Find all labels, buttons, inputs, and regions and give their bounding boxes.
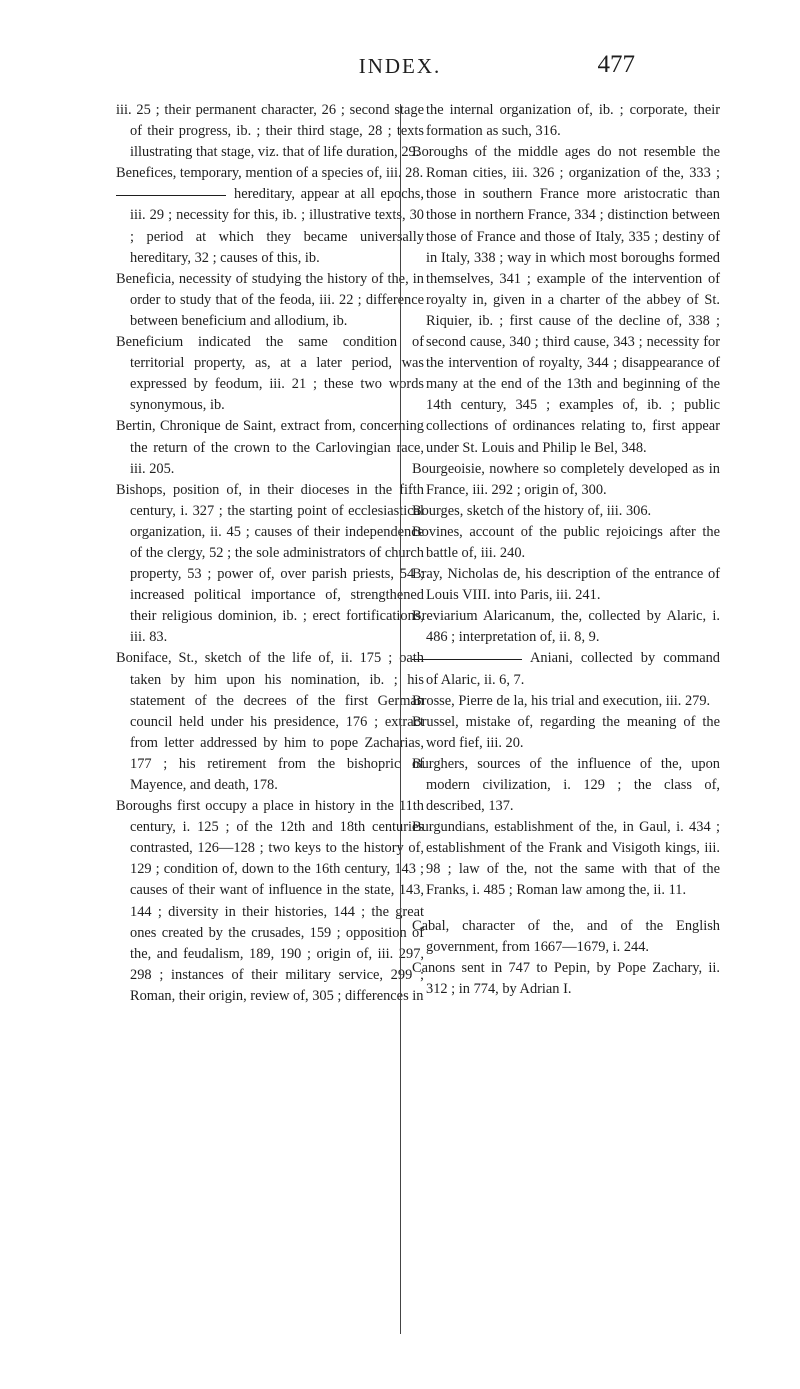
index-entry-text: Breviarium Alaricanum, the, collected by Alaric, i. 486 ; interpretation of, ii. 8, 9. xyxy=(412,608,720,646)
index-entry xyxy=(116,184,424,268)
index-entry-text: Benefices, temporary, mention of a species of, iii. 28. xyxy=(116,165,424,182)
index-entry-text: Brosse, Pierre de la, his trial and execution, iii. 279. xyxy=(412,692,711,709)
index-entry-text: hereditary, appear at all epochs, iii. 29 ; necessity for this, ib. ; illustrative texts, 30 ; period at which they became universally hereditary, 32 ; causes of this, ib. xyxy=(130,186,424,266)
index-entry-text: Bishops, position of, in their dioceses in the fifth century, i. 327 ; the starting point of ecclesiastical organization, ii. 45 ; causes of their independence of the clergy, 52 ; the sole administrators of church property, 53 ; power of, over parish priests, 54 ; increased political importance of, strengthened their religious dominion, ib. ; erect fortifications, iii. 83. xyxy=(116,481,424,646)
index-entry-text: Bovines, account of the public rejoicings after the battle of, iii. 240. xyxy=(412,523,720,561)
index-entry-text: Aniani, collected by command of Alaric, ii. 6, 7. xyxy=(426,650,720,688)
index-entry xyxy=(412,142,720,458)
index-entry xyxy=(412,522,720,564)
index-entry-text: Boroughs of the middle ages do not resemble the Roman cities, iii. 326 ; organization of the, 333 ; those in southern France more aristocratic than those in northern France, 334 ; distinction between those of France and those of Italy, 335 ; destiny of in Italy, 338 ; way in which most boroughs formed themselves, 341 ; example of the intervention of royalty in, given in a charter of the abbey of St. Riquier, ib. ; first cause of the decline of, 338 ; second cause, 340 ; third cause, 343 ; necessity for the intervention of royalty, 344 ; disappearance of many at the end of the 13th and beginning of the 14th century, 345 ; examples of, ib. ; public collections of ordinances relating to, first appear under St. Louis and Philip le Bel, 348. xyxy=(412,144,720,456)
index-entry xyxy=(116,100,424,163)
index-entry-text: Boniface, St., sketch of the life of, ii. 175 ; oath taken by him upon his nomination, ib. ; his statement of the decrees of the first German council held under his presidence, 176 ; extract from letter addressed by him to pope Zacharias, 177 ; his retirement from the bishopric of Mayence, and death, 178. xyxy=(116,650,424,793)
index-entry xyxy=(412,606,720,648)
page-header xyxy=(0,52,800,86)
index-entry xyxy=(412,691,720,712)
index-entry-text: Beneficium indicated the same condition of territorial property, as, at a later period, was expressed by feodum, iii. 21 ; these two words synonymous, ib. xyxy=(116,334,424,414)
column-divider xyxy=(400,104,401,1334)
index-entry xyxy=(412,100,720,142)
running-title: INDEX. xyxy=(358,54,442,78)
repeat-dash xyxy=(412,659,522,660)
index-entry-text: Boroughs first occupy a place in history in the 11th century, i. 125 ; of the 12th and 18th centuries contrasted, 126—128 ; two keys to the history of, 129 ; condition of, down to the 16th century, 143 ; causes of their want of influence in the state, 143, 144 ; diversity in their histories, 144 ; the great ones created by the crusades, 159 ; opposition of the, and feudalism, 189, 190 ; origin of, iii. 297, 298 ; instances of their military service, 299 ; Roman, their origin, review of, 305 ; differences in xyxy=(116,798,424,1004)
index-entry-text: Bertin, Chronique de Saint, extract from, concerning the return of the crown to the Carlovingian race, iii. 205. xyxy=(116,418,424,477)
index-entry-text: Brussel, mistake of, regarding the meaning of the word fief, iii. 20. xyxy=(412,713,720,751)
index-entry xyxy=(412,648,720,690)
index-column-right xyxy=(412,100,720,1000)
index-entry xyxy=(116,332,424,416)
repeat-dash xyxy=(116,195,226,196)
page-number: 477 xyxy=(597,51,635,78)
index-entry-text: iii. 25 ; their permanent character, 26 ; second stage of their progress, ib. ; their third stage, 28 ; texts illustrating that stage, viz. that of life duration, 29. xyxy=(116,102,424,161)
index-entry xyxy=(116,480,424,649)
index-entry xyxy=(412,501,720,522)
index-entry-text: Bourges, sketch of the history of, iii. 306. xyxy=(412,502,652,519)
index-entry xyxy=(412,459,720,501)
index-entry-text: Beneficia, necessity of studying the history of the, in order to study that of the feoda, iii. 22 ; difference between beneficium and allodium, ib. xyxy=(116,270,424,329)
index-entry-text: Burgundians, establishment of the, in Gaul, i. 434 ; establishment of the Frank and Visigoth kings, iii. 98 ; law of the, not the same with that of the Franks, i. 485 ; Roman law among the, ii. 11. xyxy=(412,819,720,899)
index-entry xyxy=(412,564,720,606)
index-entry-text: the internal organization of, ib. ; corporate, their formation as such, 316. xyxy=(426,102,720,140)
index-entry-text: Canons sent in 747 to Pepin, by Pope Zachary, ii. 312 ; in 774, by Adrian I. xyxy=(412,959,720,997)
index-entry xyxy=(412,916,720,958)
index-entry xyxy=(412,958,720,1000)
index-entry xyxy=(116,163,424,184)
index-column-left xyxy=(116,100,424,1007)
index-entry-text: Bray, Nicholas de, his description of the entrance of Louis VIII. into Paris, iii. 241. xyxy=(412,566,720,604)
index-entry-text: Cabal, character of the, and of the English government, from 1667—1679, i. 244. xyxy=(412,917,720,955)
index-entry xyxy=(412,817,720,901)
index-entry xyxy=(116,648,424,796)
index-entry xyxy=(116,269,424,332)
index-entry-text: Bourgeoisie, nowhere so completely developed as in France, iii. 292 ; origin of, 300. xyxy=(412,460,720,498)
index-entry xyxy=(116,416,424,479)
index-entry-text: Burghers, sources of the influence of the, upon modern civilization, i. 129 ; the class of, described, 137. xyxy=(412,755,720,815)
index-entry xyxy=(412,712,720,754)
index-entry xyxy=(412,754,720,817)
index-entry xyxy=(116,796,424,1007)
